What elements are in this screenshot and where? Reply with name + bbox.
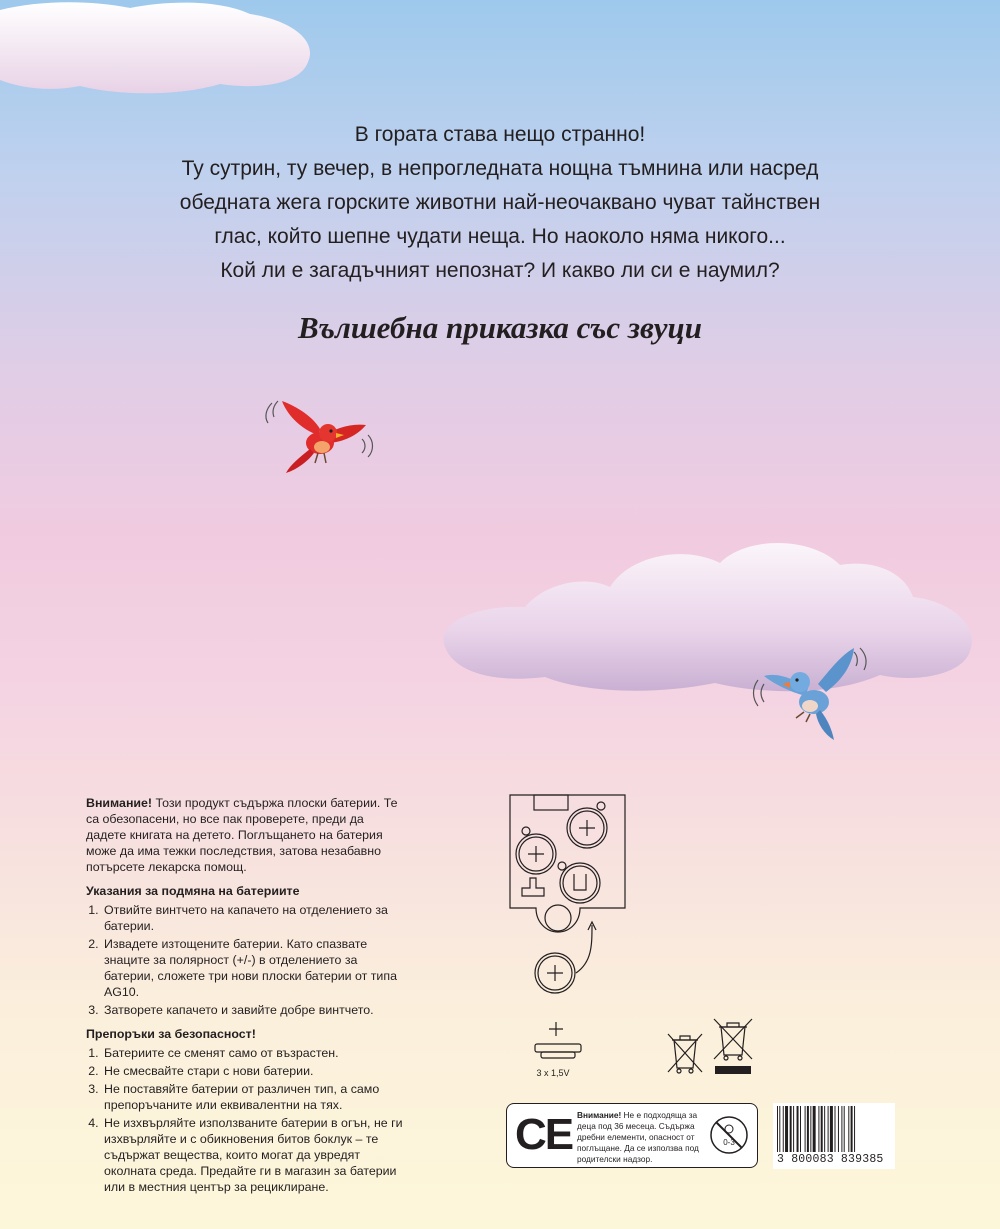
- barcode-bar: [777, 1106, 778, 1152]
- barcode: [773, 1103, 895, 1169]
- not-for-under-3-icon: [709, 1115, 749, 1155]
- safety-heading: Препоръки за безопасност!: [86, 1027, 256, 1041]
- list-item: 3. Не поставяйте батерии от различен тип, а само препоръчаните или еквивалентни на тях.: [102, 1081, 406, 1113]
- battery-side-icon: [530, 1018, 586, 1062]
- list-item: 2. Не смесвайте стари с нови батерии.: [102, 1063, 406, 1079]
- barcode-bar: [785, 1106, 788, 1152]
- barcode-bar: [851, 1106, 853, 1152]
- crossed-bin-bar-icon: [710, 1015, 756, 1077]
- age-icon-label: 0-3: [723, 1138, 735, 1147]
- barcode-bar: [835, 1106, 836, 1152]
- blue-bird-illustration: [748, 640, 880, 745]
- barcode-bars: [777, 1106, 891, 1152]
- barcode-bar: [821, 1106, 823, 1152]
- safety-list: [86, 1045, 406, 1195]
- cloud-middle-right: [435, 535, 980, 705]
- barcode-bar: [800, 1106, 801, 1152]
- list-item: 2. Извадете изтощените батерии. Като спазвате знаците за полярност (+/-) в отделението за батерии, сложете три нови плоски батерии от типа AG10.: [102, 936, 406, 1000]
- barcode-bar: [783, 1106, 784, 1152]
- barcode-bar: [828, 1106, 829, 1152]
- warning-text: Този продукт съдържа плоски батерии. Те са обезопасени, но все пак проверете, преди да дадете книгата на детето. Поглъщането на батерия може да има тежки последствия, затова незабавно потърсете лекарска помощ.: [86, 796, 398, 874]
- barcode-bar: [805, 1106, 806, 1152]
- ce-warning-box: [506, 1103, 758, 1168]
- barcode-bar: [838, 1106, 839, 1152]
- list-item: 1. Отвийте винтчето на капачето на отделението за батерии.: [102, 902, 406, 934]
- intro-line: Кой ли е загадъчният непознат? И какво ли си е наумил?: [220, 259, 780, 282]
- crossed-bin-icon: [664, 1030, 706, 1076]
- warning-bold: Внимание!: [86, 796, 153, 810]
- barcode-bar: [810, 1106, 811, 1152]
- intro-line: обедната жега горските животни най-неочаквано чуват тайнствен: [179, 191, 821, 214]
- list-item: 3. Затворете капачето и завийте добре винтчето.: [102, 1002, 406, 1018]
- battery-spec-label: 3 х 1,5V: [536, 1068, 570, 1078]
- barcode-bar: [841, 1106, 842, 1152]
- barcode-bar: [854, 1106, 855, 1152]
- barcode-bar: [848, 1106, 849, 1152]
- barcode-bar: [813, 1106, 816, 1152]
- barcode-bar: [844, 1106, 845, 1152]
- intro-line: Ту сутрин, ту вечер, в непрогледната нощна тъмнина или насред: [181, 157, 819, 180]
- barcode-bar: [797, 1106, 799, 1152]
- battery-compartment-diagram: [500, 790, 640, 1010]
- barcode-bar: [818, 1106, 819, 1152]
- barcode-bar: [793, 1106, 794, 1152]
- battery-steps-list: [86, 902, 406, 1018]
- intro-text: [150, 118, 850, 288]
- barcode-bar: [807, 1106, 809, 1152]
- list-item: 4. Не изхвърляйте използваните батерии в огън, не ги изхвърляйте и с обикновения битов боклук – те съдържат вещества, които могат да увредят околната среда. Предайте ги в магазин за батерии или в местния център за рециклиране.: [102, 1115, 406, 1195]
- barcode-bar: [779, 1106, 780, 1152]
- barcode-bar: [790, 1106, 792, 1152]
- age-warning-text: [577, 1110, 705, 1165]
- age-warning-bold: Внимание!: [577, 1110, 622, 1120]
- barcode-bar: [830, 1106, 833, 1152]
- barcode-bar: [824, 1106, 825, 1152]
- cloud-top-left: [0, 0, 320, 105]
- warning-paragraph: [86, 795, 406, 875]
- battery-warning-block: [86, 795, 406, 1203]
- barcode-number: 3 800083 839385: [777, 1153, 884, 1166]
- intro-line: глас, който шепне чудати неща. Но наоколо няма никого...: [214, 225, 786, 248]
- age-warning-body: Не е подходяща за деца под 36 месеца. Съдържа дребни елементи, опасност от поглъщане. Да се използва под родителски надзор.: [577, 1110, 699, 1164]
- intro-line: В гората става нещо странно!: [354, 123, 646, 146]
- battery-instructions-heading: Указания за подмяна на батериите: [86, 884, 300, 898]
- red-bird-illustration: [258, 395, 383, 480]
- subtitle: Вълшебна приказка със звуци: [297, 310, 703, 345]
- list-item: 1. Батериите се сменят само от възрастен.: [102, 1045, 406, 1061]
- ce-mark: CE: [515, 1110, 573, 1159]
